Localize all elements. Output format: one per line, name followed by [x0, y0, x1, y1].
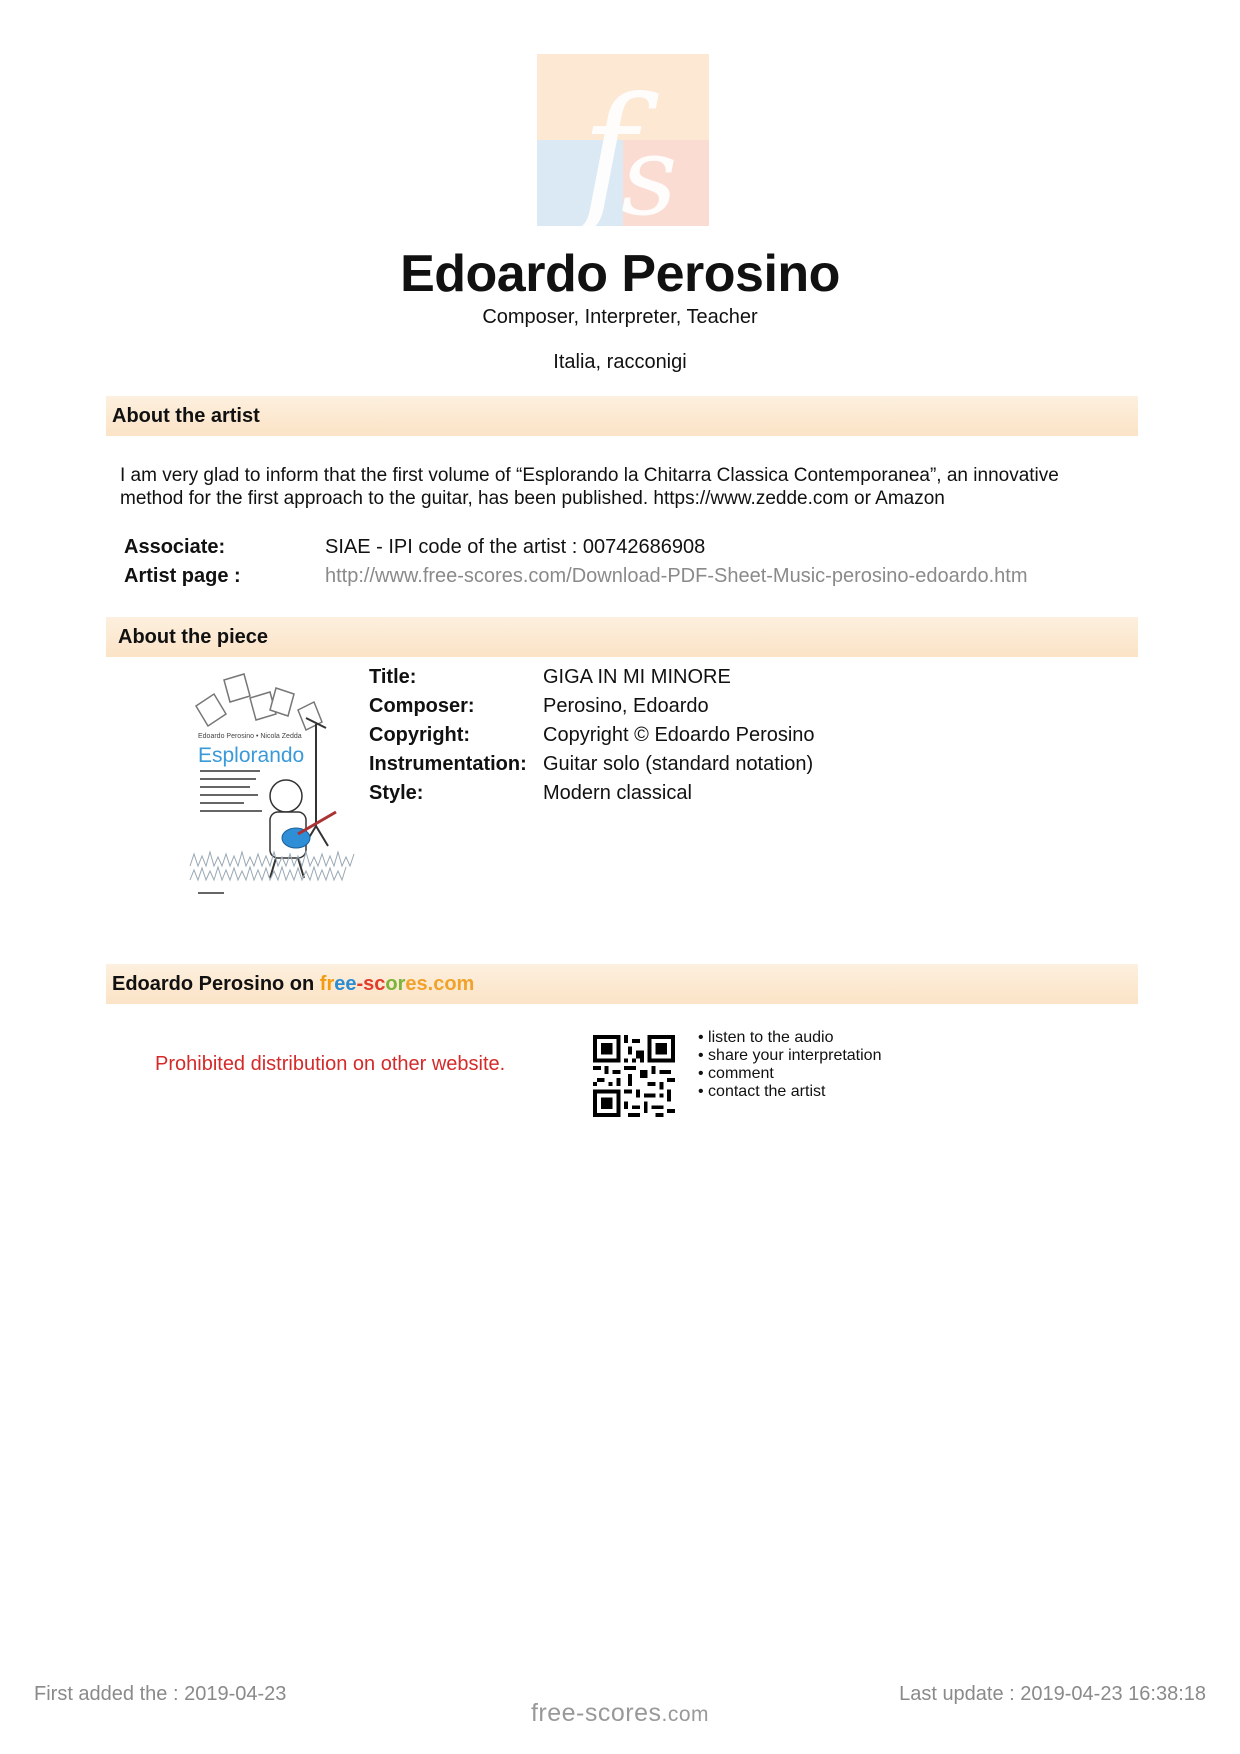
artist-location: Italia, racconigi	[553, 351, 687, 373]
piece-field-value: Modern classical	[543, 782, 692, 804]
list-item: • listen to the audio	[698, 1029, 881, 1047]
piece-field-value: Copyright © Edoardo Perosino	[543, 724, 815, 746]
artist-bio: I am very glad to inform that the first volume of “Esplorando la Chitarra Classica Contemporanea”, an innovative method for the first approach to the guitar, has been published. https://www.zedde.com or Amazon	[120, 465, 1059, 509]
piece-field-label: Copyright:	[369, 724, 471, 746]
list-item: • contact the artist	[698, 1083, 881, 1101]
piece-field-value: Guitar solo (standard notation)	[543, 753, 814, 775]
footer-logo-domain: .com	[661, 1703, 710, 1726]
list-item: • share your interpretation	[698, 1047, 881, 1065]
free-scores-logo	[537, 54, 709, 226]
associate-value: SIAE - IPI code of the artist : 00742686908	[325, 536, 706, 558]
free-scores-heading-site[interactable]: free-scores.com	[319, 973, 475, 995]
svg-text:s: s	[621, 112, 678, 226]
qr-code[interactable]	[593, 1035, 675, 1117]
first-added-date: First added the : 2019-04-23	[34, 1683, 287, 1705]
artist-page-label: Artist page :	[124, 565, 241, 587]
last-update-date: Last update : 2019-04-23 16:38:18	[899, 1683, 1206, 1705]
artist-page-link[interactable]: http://www.free-scores.com/Download-PDF-Sheet-Music-perosino-edoardo.htm	[325, 565, 1028, 587]
footer-logo-main: free-scores	[530, 1699, 662, 1727]
piece-field-value: Perosino, Edoardo	[543, 695, 709, 717]
free-scores-features-list	[698, 1029, 881, 1101]
piece-field-label: Title:	[369, 666, 417, 688]
artist-roles: Composer, Interpreter, Teacher	[482, 306, 758, 328]
piece-field-label: Style:	[369, 782, 424, 804]
piece-cover-image	[186, 666, 358, 906]
prohibited-distribution-notice: Prohibited distribution on other website.	[155, 1053, 506, 1075]
svg-text:Edoardo Perosino • Nicola Zedd: Edoardo Perosino • Nicola Zedda	[198, 733, 302, 740]
cover-title: Esplorando	[198, 744, 305, 767]
about-artist-heading: About the artist	[106, 396, 1138, 436]
associate-label: Associate:	[124, 536, 226, 558]
piece-field-label: Instrumentation:	[369, 753, 527, 775]
free-scores-heading-prefix: Edoardo Perosino on	[112, 973, 320, 995]
piece-field-value: GIGA IN MI MINORE	[543, 666, 731, 688]
free-scores-heading	[106, 964, 1138, 1004]
piece-field-label: Composer:	[369, 695, 475, 717]
artist-name: Edoardo Perosino	[400, 245, 840, 303]
about-piece-heading: About the piece	[106, 617, 1138, 657]
svg-text:f: f	[581, 66, 637, 226]
footer-logo[interactable]	[0, 1699, 1240, 1728]
list-item: • comment	[698, 1065, 881, 1083]
